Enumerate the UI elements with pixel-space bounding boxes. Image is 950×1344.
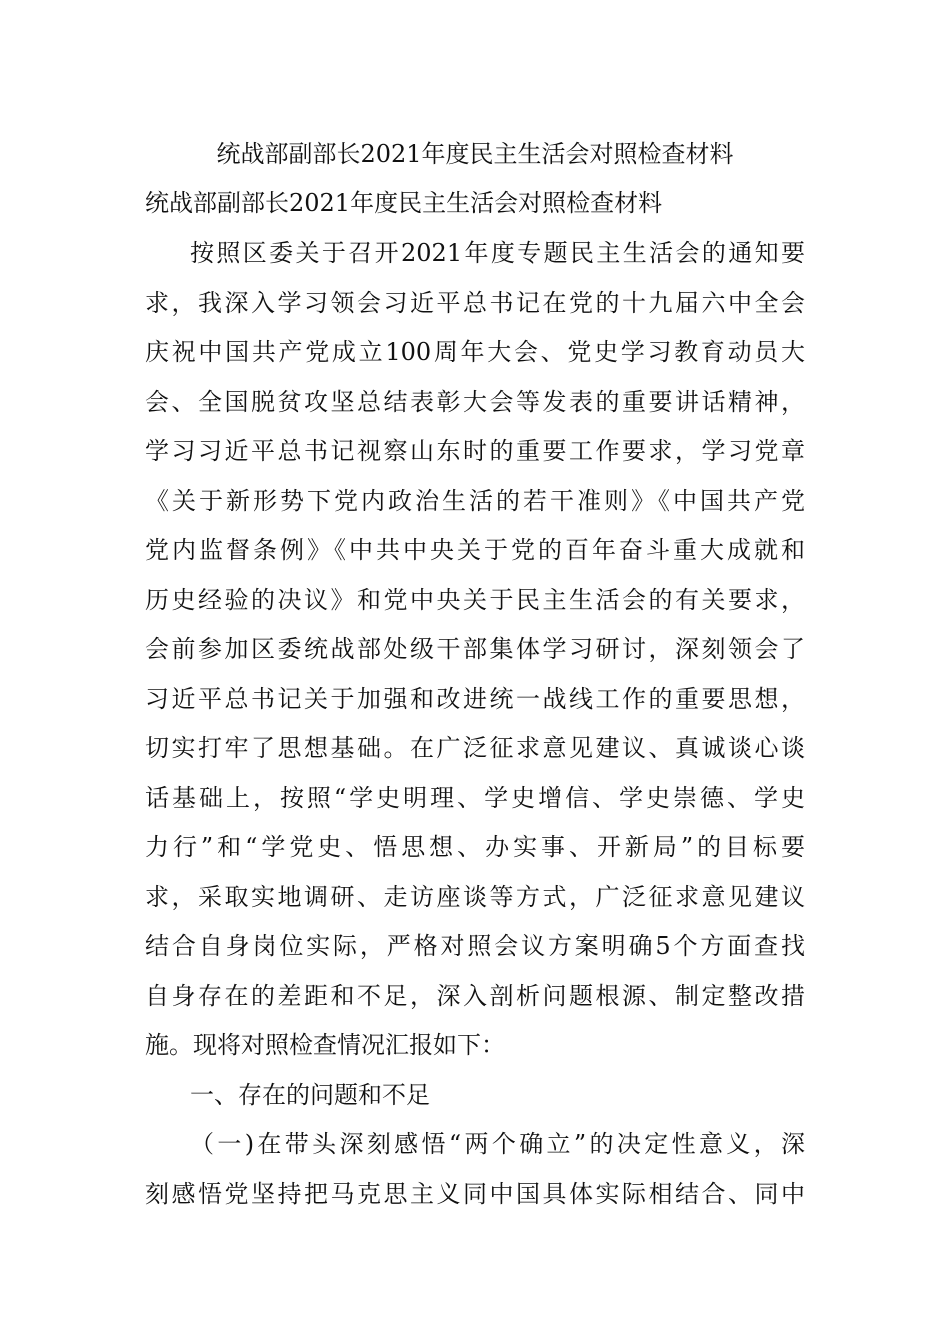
- paragraph-line: （一)在带头深刻感悟“两个确立”的决定性意义，深: [190, 1130, 805, 1158]
- paragraph-line: 求，采取实地调研、走访座谈等方式，广泛征求意见建议: [145, 883, 805, 911]
- paragraph-line: 按照区委关于召开2021年度专题民主生活会的通知要: [190, 239, 805, 267]
- paragraph-line: 学习习近平总书记视察山东时的重要工作要求，学习党章: [145, 437, 805, 465]
- paragraph-line: 刻感悟党坚持把马克思主义同中国具体实际相结合、同中: [145, 1180, 805, 1208]
- paragraph-line: 结合自身岗位实际，严格对照会议方案明确5个方面查找: [145, 932, 805, 960]
- paragraph-line: 会、全国脱贫攻坚总结表彰大会等发表的重要讲话精神，: [145, 388, 805, 416]
- paragraph-line: 庆祝中国共产党成立100周年大会、党史学习教育动员大: [145, 338, 805, 366]
- paragraph-line: 力行”和“学党史、悟思想、办实事、开新局”的目标要: [145, 833, 805, 861]
- paragraph-line: 求，我深入学习领会习近平总书记在党的十九届六中全会: [145, 289, 805, 317]
- paragraph-line: 话基础上，按照“学史明理、学史增信、学史崇德、学史: [145, 784, 805, 812]
- document-title-centered: 统战部副部长2021年度民主生活会对照检查材料: [216, 140, 734, 168]
- paragraph-line: 习近平总书记关于加强和改进统一战线工作的重要思想，: [145, 685, 805, 713]
- paragraph-line: 施。现将对照检查情况汇报如下：: [145, 1031, 505, 1059]
- section-heading: 一、存在的问题和不足: [190, 1081, 430, 1109]
- paragraph-line: 自身存在的差距和不足，深入剖析问题根源、制定整改措: [145, 982, 805, 1010]
- paragraph-line: 历史经验的决议》和党中央关于民主生活会的有关要求，: [145, 586, 805, 614]
- paragraph-line: 切实打牢了思想基础。在广泛征求意见建议、真诚谈心谈: [145, 734, 805, 762]
- paragraph-line: 《关于新形势下党内政治生活的若干准则》《中国共产党: [145, 487, 805, 515]
- document-title-left: 统战部副部长2021年度民主生活会对照检查材料: [145, 189, 663, 217]
- paragraph-line: 党内监督条例》《中共中央关于党的百年奋斗重大成就和: [145, 536, 805, 564]
- paragraph-line: 会前参加区委统战部处级干部集体学习研讨，深刻领会了: [145, 635, 805, 663]
